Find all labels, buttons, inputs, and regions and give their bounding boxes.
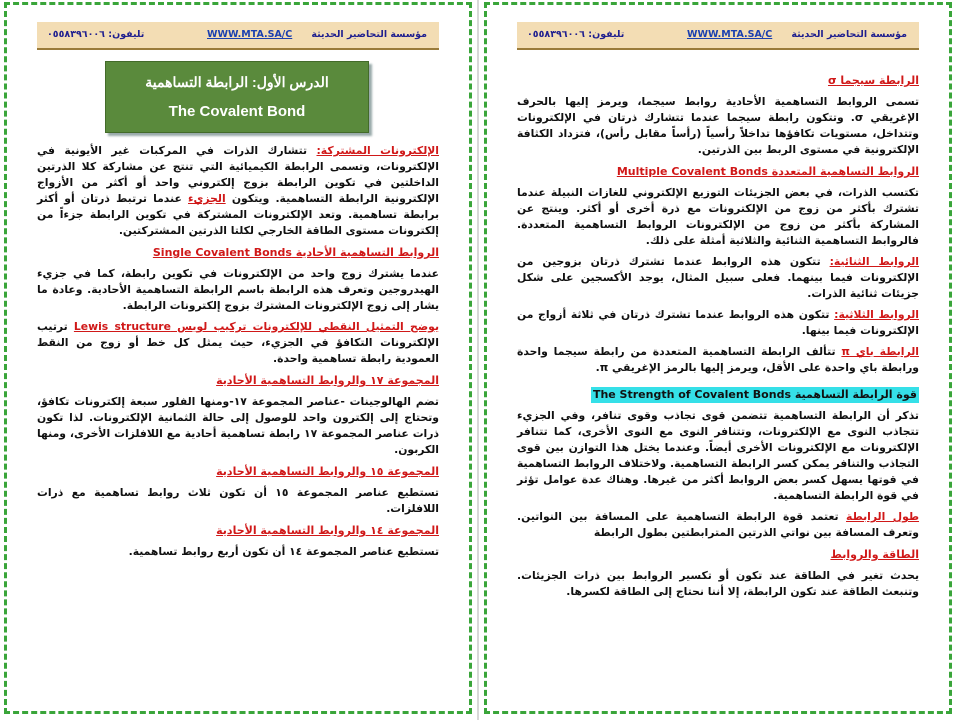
heading-group-17: المجموعة ١٧ والروابط التساهمية الأحادية bbox=[216, 374, 439, 387]
heading-bond-strength: قوة الرابطة التساهمية The Strength of Covalent Bonds bbox=[592, 388, 917, 401]
paragraph-double-bonds bbox=[517, 254, 919, 302]
heading-group-14: المجموعة ١٤ والروابط التساهمية الأحادية bbox=[216, 524, 439, 537]
paragraph-text: تتألف الرابطة التساهمية المتعددة من رابطة سيجما واحدة ورابطة باي واحدة على الأقل، ويرمز إليها بالرمز الإغريقي π. bbox=[517, 345, 919, 374]
paragraph-shared-electrons bbox=[37, 143, 439, 239]
keyword-shared-electrons: الإلكترونات المشتركة: bbox=[316, 144, 439, 157]
lesson-title-box bbox=[105, 61, 369, 133]
header-org-name: مؤسسة التحاضير الحديثة bbox=[791, 29, 907, 40]
lesson-title-english: The Covalent Bond bbox=[168, 103, 306, 120]
keyword-bond-length: طول الرابطة bbox=[846, 510, 920, 523]
paragraph-group-14: تستطيع عناصر المجموعة ١٤ أن تكون أربع روابط تساهمية. bbox=[128, 545, 439, 558]
header-website-link[interactable]: WWW.MTA.SA/C bbox=[687, 29, 773, 40]
paragraph-group-17: تضم الهالوجينات -عناصر المجموعة ١٧-ومنها الفلور سبعة إلكترونات تكافؤ، وتحتاج إلى إلكترون واحد للوصول إلى حالة الثمانية الإلكترونات. لذا تكون ذرات عناصر المجموعة ١٧ رابطة تساهمية أحادية مع اللافلزات الأخرى، ومنها الكربون. bbox=[37, 395, 440, 456]
paragraph-text: تتكون هذه الروابط عندما تشترك ذرتان بزوجين من الإلكترونات فيما بينهما. فعلى سبيل المثال، يوجد الأكسجين على شكل جزيئات ثنائية الذرات. bbox=[517, 255, 919, 300]
paragraph-text: عندما ترتبط ذرتان أو أكثر برابطة تساهمية. وتعد الإلكترونات المشتركة في تكوين الرابطة جزءاً من إلكترونات مستوى الطاقة الخارجي لكلتا الذرتين المشتركتين. bbox=[37, 192, 439, 237]
paragraph-text: تتشارك الذرات في المركبات غير الأيونية في الإلكترونات، وتسمى الرابطة الكيميائية التي تنتج عن مشاركة كلا الذرتين الداخلتين في تكوين الرابطة بزوج إلكتروني واحد أو أكثر من الأزواج الإلكترونية الرابطة التساهمية. ويتكون bbox=[37, 144, 439, 205]
page-header bbox=[37, 22, 439, 50]
lesson-title-arabic: الدرس الأول: الرابطة التساهمية bbox=[145, 74, 329, 90]
header-phone: تليفون: ٠٥٥٨٣٩٦٠٠٦ bbox=[527, 29, 625, 40]
paragraph-text: تتكون هذه الروابط عندما تشترك ذرتان في ثلاثة أزواج من الإلكترونات فيما بينها. bbox=[517, 308, 919, 337]
header-phone: تليفون: ٠٥٥٨٣٩٦٠٠٦ bbox=[47, 29, 145, 40]
page-header bbox=[517, 22, 919, 50]
heading-single-bonds: الروابط التساهمية الأحادية Single Covalent Bonds bbox=[152, 246, 439, 259]
paragraph-sigma-bond: تسمى الروابط التساهمية الأحادية روابط سيجما، ويرمز إليها بالحرف الإغريقي σ. وتتكون رابطة سيجما عندما تتشارك ذرتان في الإلكترونات وتتداخل، مستويات تكافؤها تداخلاً رأسياً (رأساً مقابل رأس)، فتزداد الكثافة الإلكترونية في مستوى الربط بين الذرتين. bbox=[517, 95, 919, 156]
header-website-link[interactable]: WWW.MTA.SA/C bbox=[207, 29, 293, 40]
paragraph-multiple-bonds: تكتسب الذرات، في بعض الجزيئات التوزيع الإلكتروني للغازات النبيلة عندما تشترك بأكثر من زوج من الإلكترونات مع ذرة أخرى أو أكثر. وينتج عن المشاركة بأكثر من زوج من الإلكترونات الروابط التساهمية المتعددة. فالروابط التساهمية الثنائية والثلاثية أمثلة على ذلك. bbox=[517, 186, 919, 247]
left-page bbox=[4, 2, 472, 714]
paragraph-bond-length bbox=[517, 509, 919, 541]
keyword-lewis-structure: يوضح التمثيل النقطي للإلكترونات تركيب لويس Lewis structure bbox=[73, 320, 439, 333]
paragraph-bond-strength: تذكر أن الرابطة التساهمية تتضمن قوى تجاذب وقوى تنافر، وفي الجزيء تتجاذب النوى مع الإلكترونات، وتتنافر النوى مع النوى الأخرى، كما تتنافر الإلكترونات مع الإلكترونات الأخرى أيضاً. وعندما يختل هذا التوازن بين قوى التجاذب والتنافر يمكن كسر الرابطة التساهمية. ولاختلاف الروابط التساهمية في قوتها يسهل كسر بعض الروابط أكثر من غيرها. وهناك عدة عوامل تؤثر في قوة الرابطة التساهمية. bbox=[517, 409, 919, 502]
heading-sigma-bond: الرابطة سيجما σ bbox=[827, 74, 919, 87]
paragraph-text: ترتيب الإلكترونات التكافؤ في الجزيء، حيث يمثل كل خط أو زوج من النقط العمودية رابطة تساهمية واحدة. bbox=[37, 320, 439, 365]
keyword-triple-bonds: الروابط الثلاثية: bbox=[834, 308, 919, 321]
paragraph-pi-bond bbox=[517, 344, 919, 376]
left-content bbox=[37, 143, 439, 565]
paragraph-triple-bonds bbox=[517, 307, 919, 339]
heading-energy-bonds: الطاقة والروابط bbox=[830, 548, 919, 561]
paragraph-text: تعتمد قوة الرابطة التساهمية على المسافة بين النواتين. وتعرف المسافة بين نواتي الذرتين المترابطتين بطول الرابطة bbox=[517, 510, 919, 539]
keyword-pi-bond: الرابطة باي π bbox=[841, 345, 919, 358]
paragraph-group-15: تستطيع عناصر المجموعة ١٥ أن تكون ثلاث روابط تساهمية مع ذرات اللافلزات. bbox=[37, 486, 439, 515]
keyword-double-bonds: الروابط الثنائية: bbox=[829, 255, 919, 268]
page-divider bbox=[477, 0, 479, 720]
keyword-molecule: الجزيء bbox=[188, 192, 226, 205]
paragraph-energy-bonds: يحدث تغير في الطاقة عند تكون أو تكسير الروابط بين ذرات الجزيئات. وتنبعث الطاقة عند تكون الرابطة، إلا أننا نحتاج إلى الطاقة لكسرها. bbox=[517, 569, 919, 598]
heading-multiple-bonds: الروابط التساهمية المتعددة Multiple Covalent Bonds bbox=[616, 165, 919, 178]
right-content bbox=[517, 67, 919, 605]
header-org-name: مؤسسة التحاضير الحديثة bbox=[311, 29, 427, 40]
paragraph-lewis bbox=[37, 319, 439, 367]
paragraph-single-bonds: عندما يشترك زوج واحد من الإلكترونات في تكوين رابطة، كما في جزيء الهيدروجين وتعرف هذه الرابطة باسم الرابطة التساهمية الأحادية. وعادة ما يشار إلى زوج الإلكترونات المشترك بزوج إلكترونات الرابطة. bbox=[37, 267, 439, 312]
heading-group-15: المجموعة ١٥ والروابط التساهمية الأحادية bbox=[216, 465, 439, 478]
right-page bbox=[484, 2, 952, 714]
